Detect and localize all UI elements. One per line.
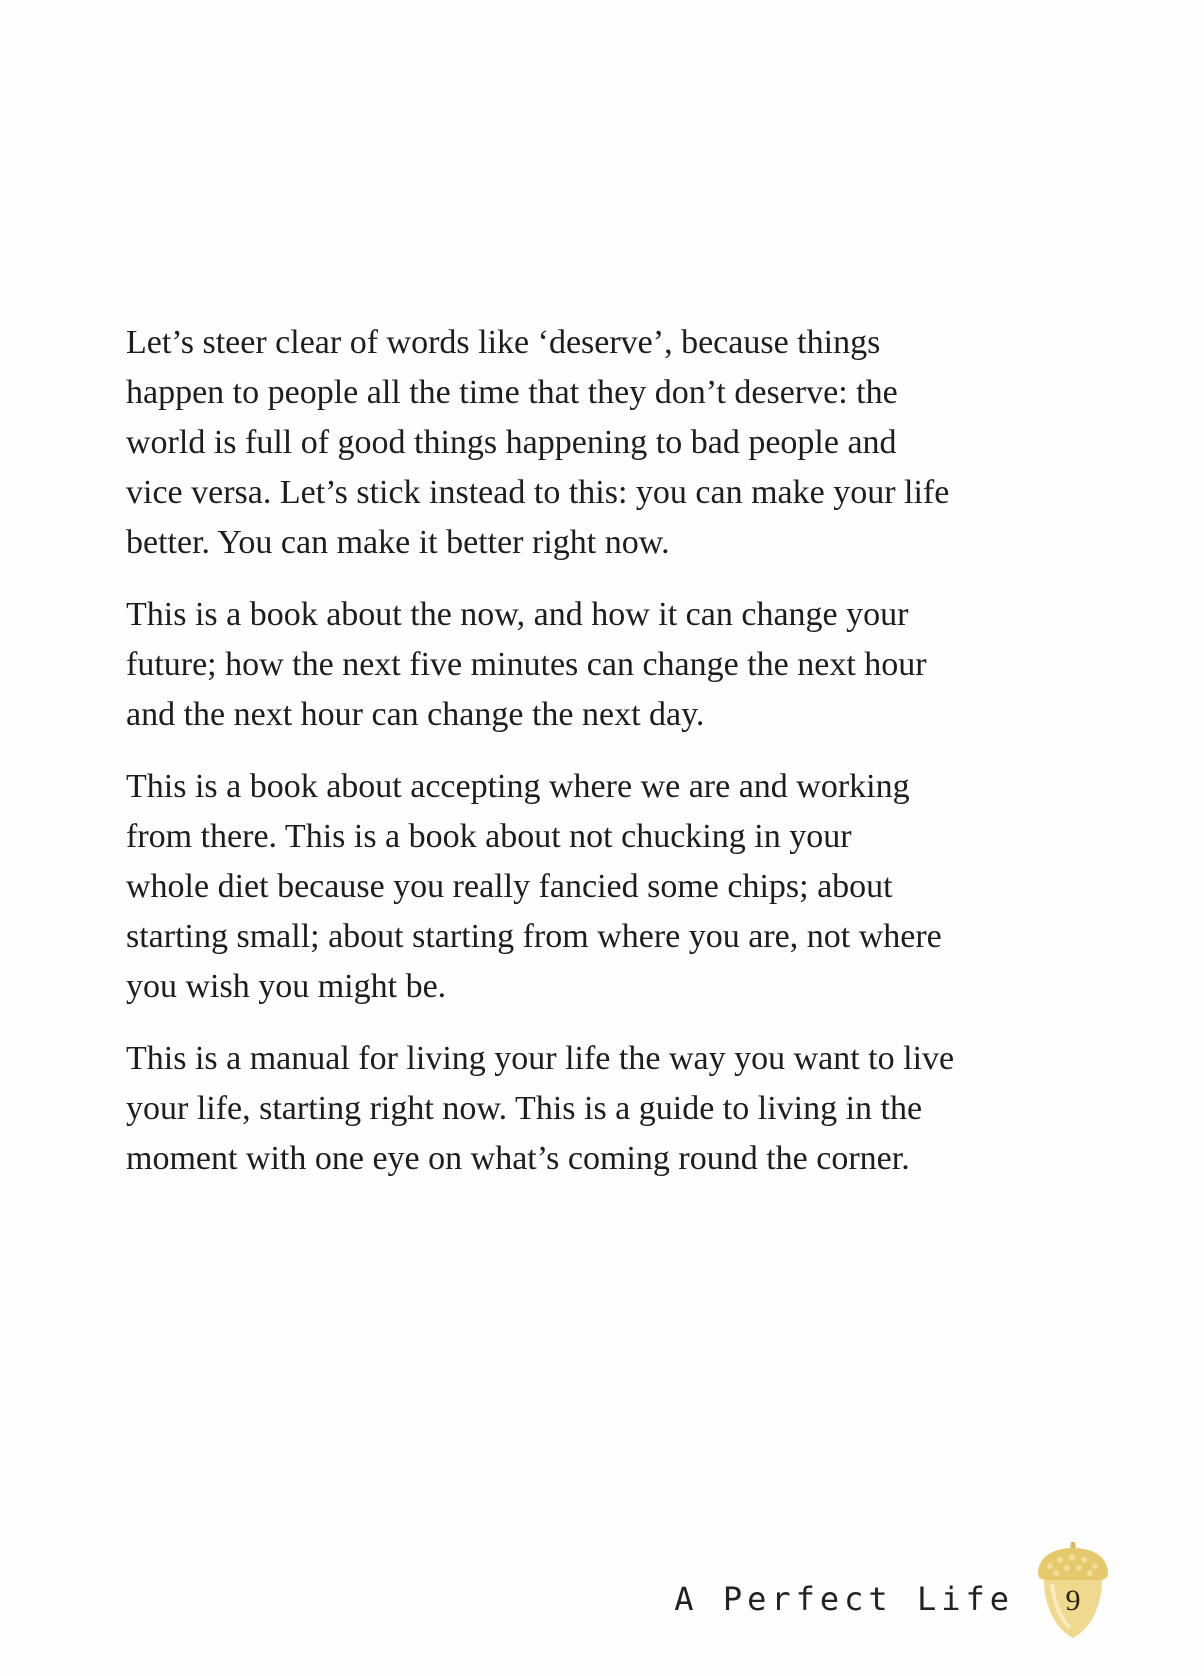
- text-line: world is full of good things happening to bad people and: [126, 424, 897, 461]
- paragraph-3: [126, 762, 1086, 1012]
- paragraph-2: [126, 590, 1086, 740]
- text-line: Let’s steer clear of words like ‘deserve’, because things: [126, 324, 881, 361]
- text-line: This is a book about accepting where we are and working: [126, 768, 910, 805]
- text-line: happen to people all the time that they don’t deserve: the: [126, 374, 898, 411]
- body-text: [126, 318, 1086, 1206]
- text-line: future; how the next five minutes can change the next hour: [126, 646, 927, 683]
- paragraph-1: [126, 318, 1086, 568]
- page-footer: [0, 1540, 1204, 1640]
- text-line: from there. This is a book about not chucking in your: [126, 818, 852, 855]
- text-line: This is a book about the now, and how it can change your: [126, 596, 909, 633]
- text-line: vice versa. Let’s stick instead to this: you can make your life: [126, 474, 950, 511]
- page-number: 9: [1065, 1584, 1081, 1617]
- paragraph-4: [126, 1034, 1086, 1184]
- text-line: you wish you might be.: [126, 968, 447, 1005]
- text-line: whole diet because you really fancied some chips; about: [126, 868, 893, 905]
- text-line: moment with one eye on what’s coming round the corner.: [126, 1140, 910, 1177]
- text-line: starting small; about starting from where you are, not where: [126, 918, 942, 955]
- text-line: better. You can make it better right now.: [126, 524, 670, 561]
- running-footer-title: A Perfect Life: [674, 1580, 1014, 1618]
- text-line: This is a manual for living your life the way you want to live: [126, 1040, 955, 1077]
- text-line: your life, starting right now. This is a guide to living in the: [126, 1090, 923, 1127]
- text-line: and the next hour can change the next day.: [126, 696, 705, 733]
